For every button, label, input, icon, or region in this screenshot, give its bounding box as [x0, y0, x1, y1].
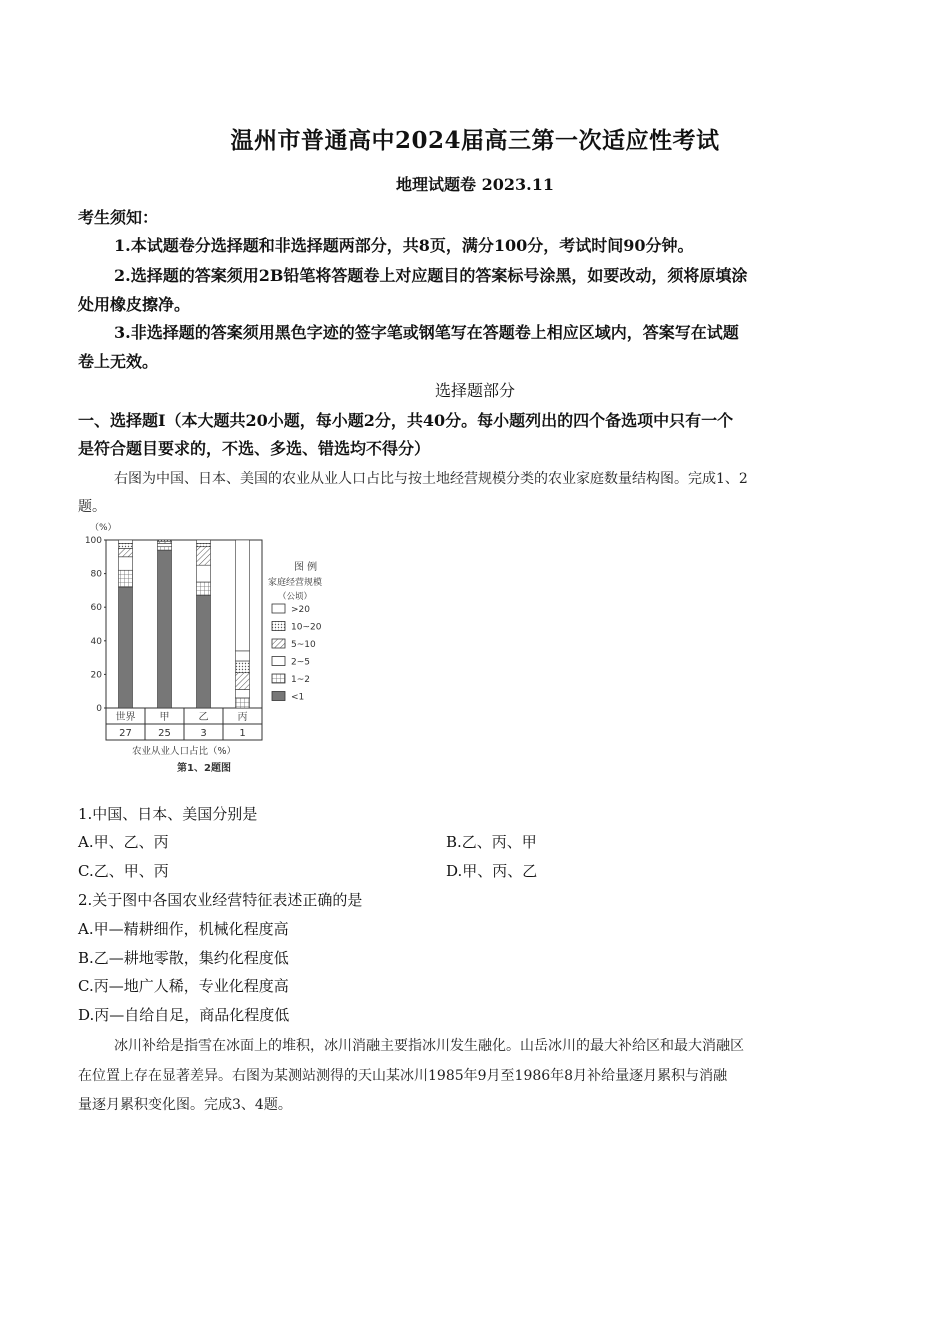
bar-segment: [158, 540, 172, 542]
legend-title: 图 例: [294, 562, 318, 573]
farm-structure-chart: [76, 518, 346, 780]
q1-stem: 1.中国、日本、美国分别是: [78, 805, 258, 823]
bar-segment: [197, 565, 211, 582]
legend-swatch: [272, 674, 285, 683]
q2-option-b[interactable]: B.乙—耕地零散，集约化程度低: [78, 949, 289, 967]
y-tick-label: 40: [90, 636, 102, 647]
legend-subtitle-unit: （公顷）: [278, 592, 313, 602]
population-share-value: 3: [200, 728, 207, 739]
bar-segment: [158, 550, 172, 708]
notice-item-2-line1: 2.选择题的答案须用2B铅笔将答题卷上对应题目的答案标号涂黑，如要改动，须将原填涂: [114, 266, 748, 285]
q2-option-c[interactable]: C.丙—地广人稀，专业化程度高: [78, 977, 289, 995]
legend-subtitle: 家庭经营规模: [268, 578, 323, 588]
q2-stem: 2.关于图中各国农业经营特征表述正确的是: [78, 891, 363, 909]
category-label: 乙: [198, 712, 209, 723]
category-label: 世界: [115, 712, 136, 723]
legend-swatch: [272, 657, 285, 666]
bar-segment: [158, 543, 172, 546]
bar-segment: [119, 548, 133, 556]
exam-title: 温州市普通高中2024届高三第一次适应性考试: [230, 127, 720, 154]
bar-segment: [119, 543, 133, 548]
y-tick-label: 100: [84, 536, 102, 546]
legend-label: <1: [291, 692, 305, 703]
q1-option-d[interactable]: D.甲、丙、乙: [446, 862, 538, 880]
bar-segment: [236, 698, 250, 708]
q2-option-a[interactable]: A.甲—精耕细作，机械化程度高: [78, 920, 289, 938]
legend-label: 1~2: [291, 675, 310, 685]
bar-segment: [119, 557, 133, 570]
population-share-value: 1: [239, 728, 246, 739]
bar-segment: [197, 595, 211, 708]
bar-segment: [236, 661, 250, 673]
legend-swatch: [272, 622, 285, 631]
bar-segment: [236, 673, 250, 690]
y-tick-label: 80: [90, 569, 102, 580]
population-share-value: 25: [158, 728, 171, 739]
notice-item-1: 1.本试题卷分选择题和非选择题两部分，共8页，满分100分，考试时间90分钟。: [114, 236, 694, 255]
section-label: 选择题部分: [434, 381, 515, 400]
intro-q34-line2: 在位置上存在显著差异。右图为某测站测得的天山某冰川1985年9月至1986年8月补给量逐月累积与消融: [78, 1068, 728, 1084]
bar-segment: [119, 587, 133, 708]
notice-item-3-line1: 3.非选择题的答案须用黑色字迹的签字笔或钢笔写在答题卷上相应区域内，答案写在试题: [114, 323, 739, 342]
part1-heading-line1: 一、选择题Ⅰ（本大题共20小题，每小题2分，共40分。每小题列出的四个备选项中只有一个: [78, 411, 734, 430]
bar-segment: [158, 547, 172, 550]
part1-heading-line2: 是符合题目要求的，不选、多选、错选均不得分）: [78, 439, 431, 458]
legend-swatch: [272, 639, 285, 648]
bar-segment: [236, 651, 250, 661]
exam-subtitle: 地理试题卷 2023.11: [396, 175, 554, 194]
bottom-row-label: 农业从业人口占比（%）: [131, 746, 237, 757]
notice-item-2-line2: 处用橡皮擦净。: [78, 295, 191, 314]
y-tick-label: 0: [96, 704, 102, 714]
bar-segment: [236, 540, 250, 651]
bar-segment: [197, 543, 211, 546]
q1-option-c[interactable]: C.乙、甲、丙: [78, 862, 169, 880]
notice-heading: 考生须知：: [78, 208, 159, 227]
legend-label: >20: [291, 605, 310, 615]
legend-label: 10~20: [291, 622, 322, 633]
legend-swatch: [272, 604, 285, 613]
category-label: 丙: [237, 712, 248, 723]
bar-segment: [197, 540, 211, 543]
bar-segment: [119, 570, 133, 587]
y-unit-label: （%）: [90, 523, 117, 533]
intro-q12-line1: 右图为中国、日本、美国的农业从业人口占比与按土地经营规模分类的农业家庭数量结构图。完成1、2: [114, 471, 748, 487]
legend-label: 2~5: [291, 657, 310, 668]
bar-segment: [197, 582, 211, 595]
bar-segment: [197, 547, 211, 565]
intro-q34-line1: 冰川补给是指雪在冰面上的堆积，冰川消融主要指冰川发生融化。山岳冰川的最大补给区和最大消融区: [114, 1038, 744, 1054]
population-share-value: 27: [119, 728, 132, 739]
q1-option-b[interactable]: B.乙、丙、甲: [446, 833, 537, 851]
category-label: 甲: [159, 712, 170, 723]
q1-option-a[interactable]: A.甲、乙、丙: [78, 833, 169, 851]
bar-segment: [236, 690, 250, 698]
intro-q12-line2: 题。: [78, 499, 106, 515]
chart-caption: 第1、2题图: [177, 763, 231, 774]
bar-segment: [119, 540, 133, 543]
y-tick-label: 20: [90, 670, 102, 681]
notice-item-3-line2: 卷上无效。: [78, 352, 159, 371]
intro-q34-line3: 量逐月累积变化图。完成3、4题。: [78, 1097, 292, 1113]
legend-swatch: [272, 692, 285, 701]
q2-option-d[interactable]: D.丙—自给自足，商品化程度低: [78, 1006, 290, 1024]
y-tick-label: 60: [90, 603, 102, 614]
legend-label: 5~10: [291, 640, 316, 650]
